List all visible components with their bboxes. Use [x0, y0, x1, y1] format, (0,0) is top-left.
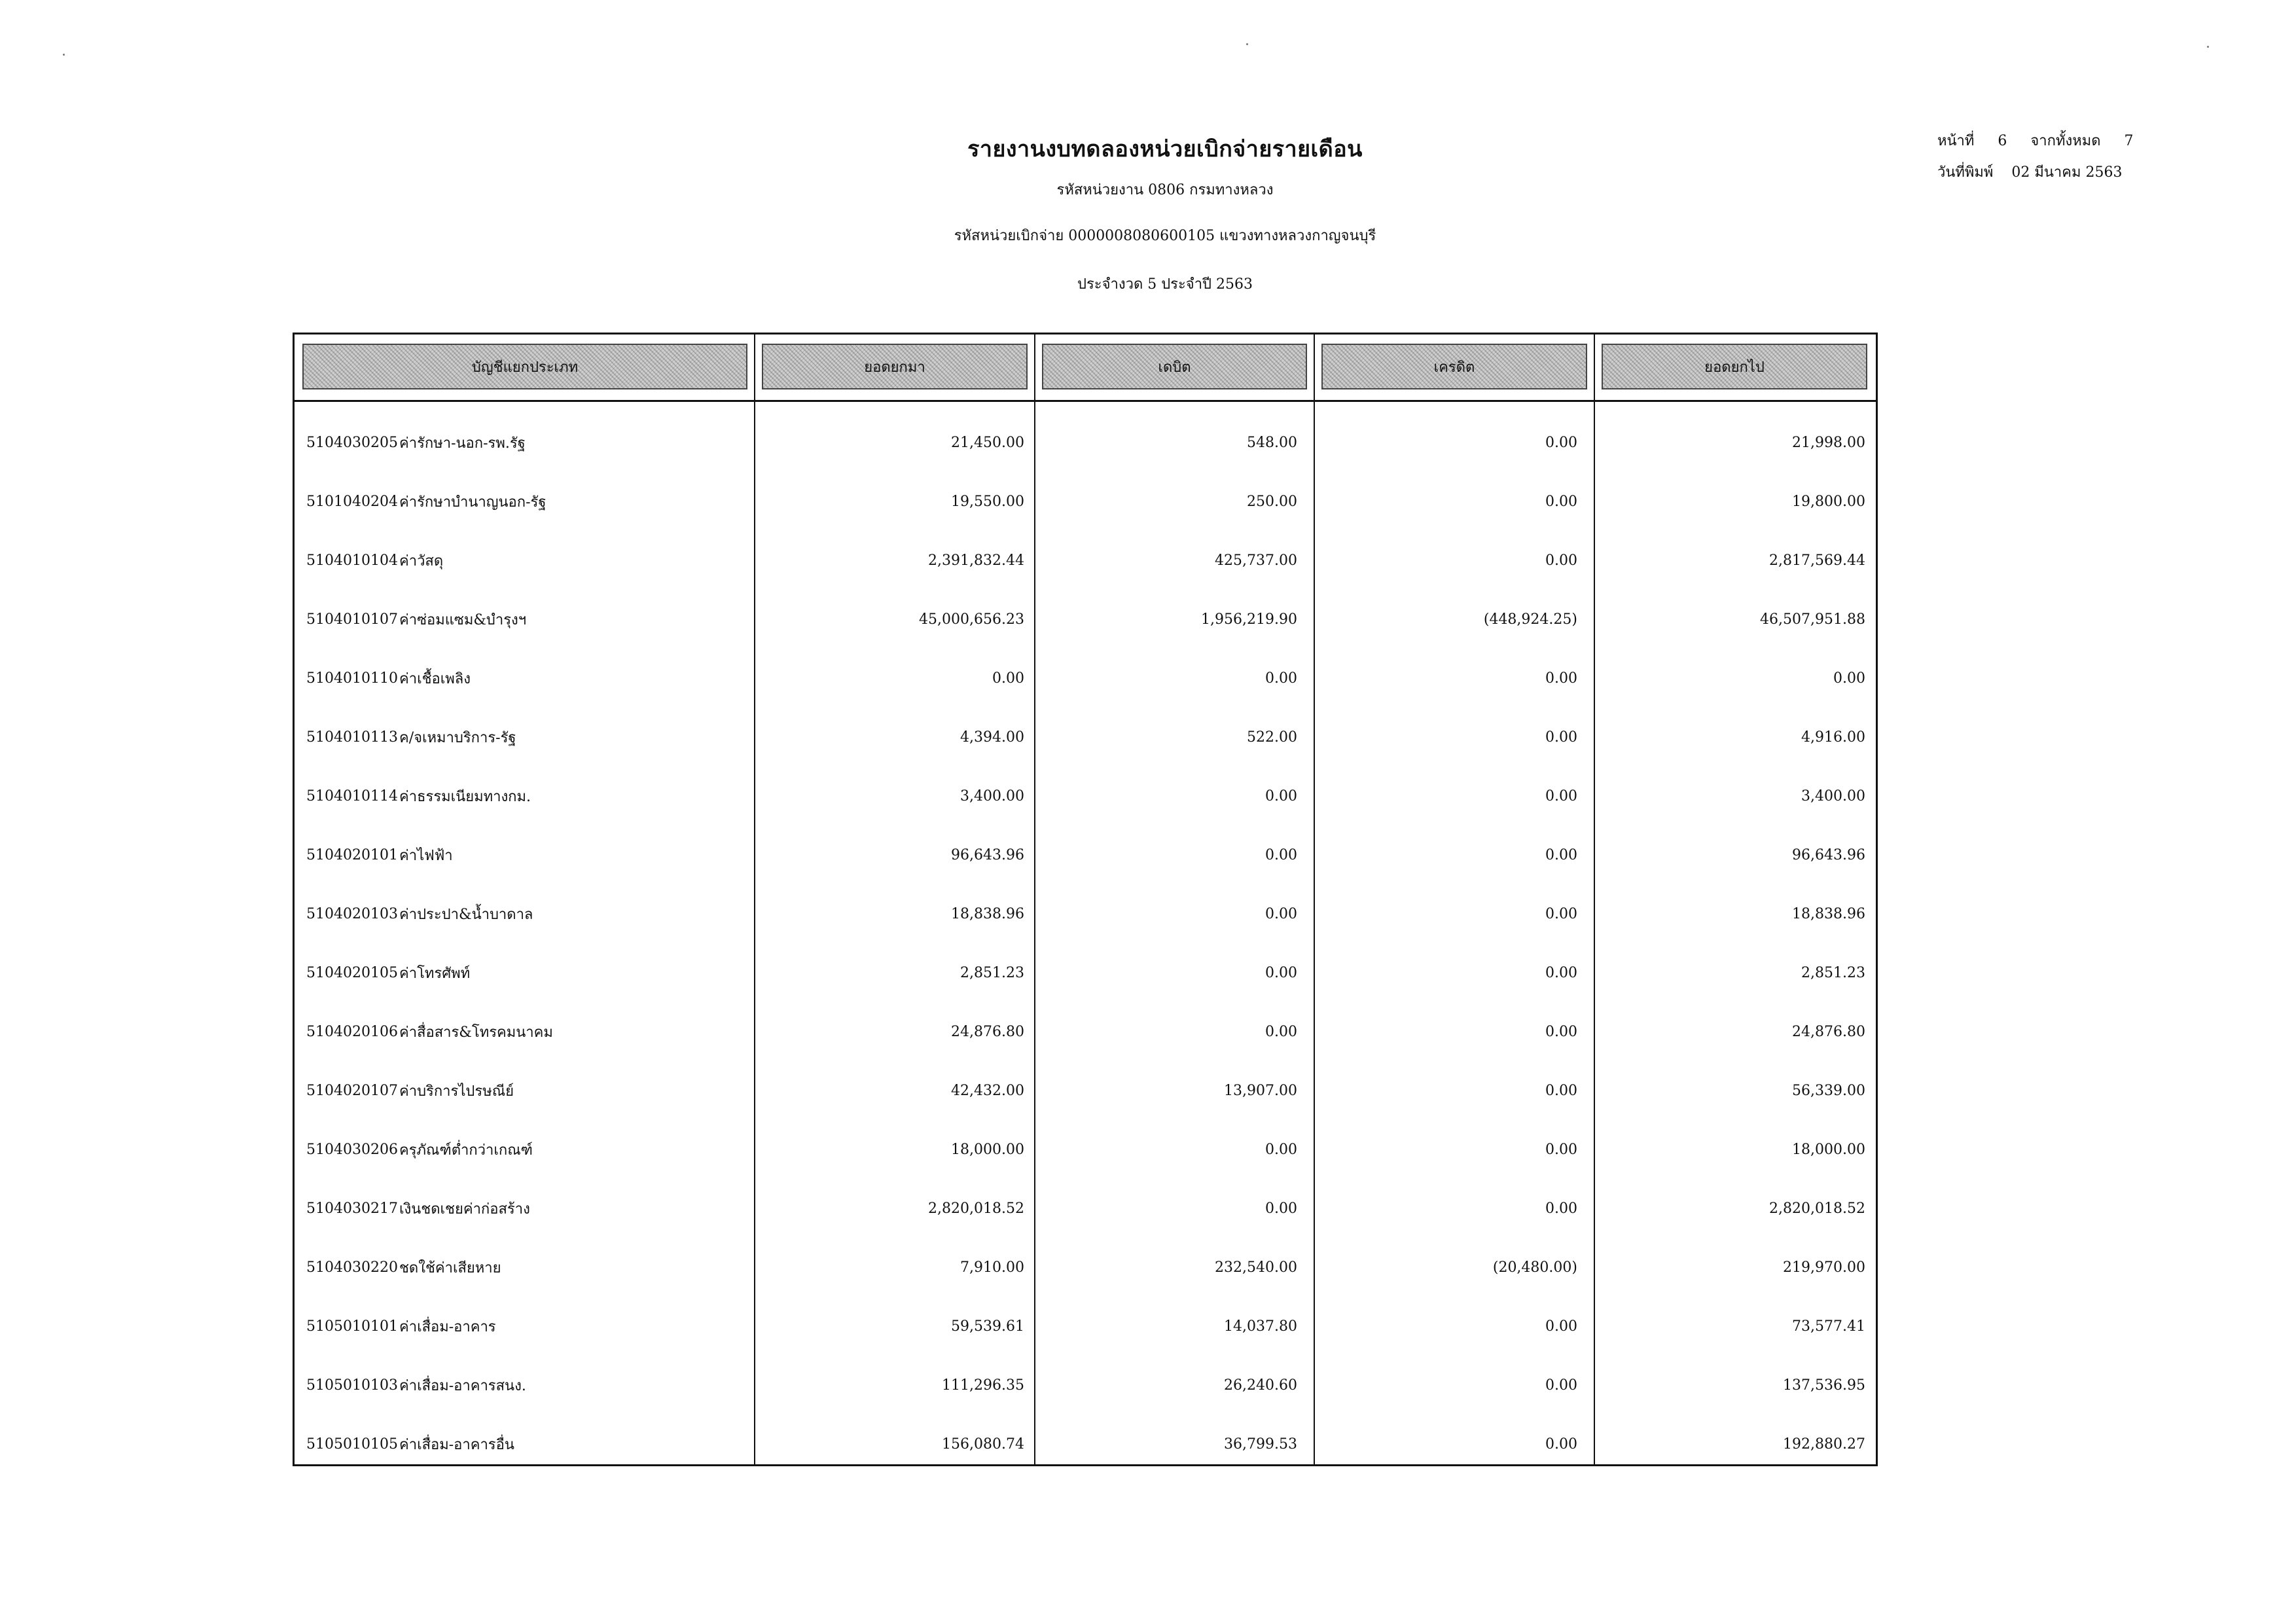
debit-amount: 0.00 [1265, 1200, 1297, 1217]
brought-forward-amount: 111,296.35 [942, 1377, 1024, 1394]
credit-amount: 0.00 [1545, 787, 1577, 804]
account-name: ชดใช้ค่าเสียหาย [399, 1259, 501, 1276]
credit-amount: 0.00 [1545, 846, 1577, 863]
scan-speck [1246, 43, 1248, 45]
credit-amount: 0.00 [1545, 729, 1577, 746]
carried-forward-amount: 73,577.41 [1792, 1318, 1865, 1335]
table-row [295, 1179, 1876, 1238]
carried-forward-amount: 3,400.00 [1801, 787, 1865, 804]
trial-balance-table [293, 333, 1878, 1466]
table-row [295, 1356, 1876, 1415]
table-row [295, 531, 1876, 590]
table-row [295, 590, 1876, 649]
table-row [295, 472, 1876, 531]
table-row [295, 943, 1876, 1002]
account-name: ค่าเสื่อม-อาคาร [399, 1318, 496, 1335]
debit-amount: 36,799.53 [1224, 1435, 1297, 1453]
agency-line: รหัสหน่วยงาน 0806 กรมทางหลวง [1056, 182, 1274, 198]
debit-amount: 1,956,219.90 [1201, 611, 1297, 628]
account-code: 5104020106 [306, 1023, 398, 1040]
brought-forward-amount: 96,643.96 [951, 846, 1024, 863]
account-name: ค่ารักษา-นอก-รพ.รัฐ [399, 435, 526, 452]
credit-amount: 0.00 [1545, 493, 1577, 510]
credit-amount: 0.00 [1545, 552, 1577, 569]
account-code: 5104030205 [306, 434, 398, 451]
carried-forward-amount: 0.00 [1833, 670, 1865, 687]
account-name: ครุภัณฑ์ต่ำกว่าเกณฑ์ [399, 1142, 533, 1159]
brought-forward-amount: 2,851.23 [960, 964, 1024, 981]
credit-amount: 0.00 [1545, 964, 1577, 981]
account-code: 5105010101 [306, 1318, 398, 1335]
brought-forward-amount: 2,820,018.52 [928, 1200, 1024, 1217]
debit-amount: 0.00 [1265, 905, 1297, 922]
debit-amount: 26,240.60 [1224, 1377, 1297, 1394]
brought-forward-amount: 19,550.00 [951, 493, 1024, 510]
account-code: 5104020107 [306, 1082, 398, 1099]
account-code: 5104020105 [306, 964, 398, 981]
credit-amount: (448,924.25) [1483, 611, 1577, 628]
account-code: 5105010105 [306, 1435, 398, 1453]
carried-forward-amount: 24,876.80 [1792, 1023, 1865, 1040]
account-name: ค่ารักษาบำนาญนอก-รัฐ [399, 494, 547, 511]
account-name: ค่าซ่อมแซม&บำรุงฯ [399, 611, 527, 628]
credit-amount: 0.00 [1545, 1200, 1577, 1217]
table-row [295, 413, 1876, 472]
brought-forward-amount: 45,000,656.23 [919, 611, 1024, 628]
brought-forward-amount: 2,391,832.44 [928, 552, 1024, 569]
carried-forward-amount: 4,916.00 [1801, 729, 1865, 746]
table-row [295, 1120, 1876, 1179]
account-name: ค่าบริการไปรษณีย์ [399, 1083, 514, 1100]
table-row [295, 1061, 1876, 1120]
brought-forward-amount: 4,394.00 [960, 729, 1024, 746]
column-header-debit: เดบิต [1042, 344, 1307, 389]
brought-forward-amount: 18,000.00 [951, 1141, 1024, 1158]
header-divider [295, 400, 1876, 402]
carried-forward-amount: 96,643.96 [1792, 846, 1865, 863]
credit-amount: 0.00 [1545, 1023, 1577, 1040]
table-row [295, 708, 1876, 767]
debit-amount: 0.00 [1265, 846, 1297, 863]
print-date-row [1937, 157, 2139, 189]
account-name: ค่าโทรศัพท์ [399, 965, 471, 982]
debit-amount: 0.00 [1265, 787, 1297, 804]
debit-amount: 250.00 [1247, 493, 1297, 510]
account-name: ค่าเสื่อม-อาคารอื่น [399, 1436, 514, 1453]
page-label: หน้าที่ [1937, 133, 1975, 149]
account-name: ค่าประปา&น้ำบาดาล [399, 906, 533, 923]
brought-forward-amount: 0.00 [992, 670, 1024, 687]
total-pages: 7 [2124, 133, 2134, 149]
brought-forward-amount: 42,432.00 [951, 1082, 1024, 1099]
table-row [295, 1002, 1876, 1061]
debit-amount: 14,037.80 [1224, 1318, 1297, 1335]
brought-forward-amount: 59,539.61 [951, 1318, 1024, 1335]
credit-amount: 0.00 [1545, 905, 1577, 922]
carried-forward-amount: 137,536.95 [1783, 1377, 1865, 1394]
debit-amount: 0.00 [1265, 1141, 1297, 1158]
total-label: จากทั้งหมด [2030, 133, 2101, 149]
carried-forward-amount: 2,851.23 [1801, 964, 1865, 981]
account-code: 5104010104 [306, 552, 398, 569]
account-code: 5104010110 [306, 670, 398, 687]
carried-forward-amount: 219,970.00 [1783, 1259, 1865, 1276]
page-number: 6 [1998, 133, 2007, 149]
account-name: ค/จเหมาบริการ-รัฐ [399, 729, 516, 746]
column-header-carried-forward: ยอดยกไป [1602, 344, 1867, 389]
page-info [1937, 126, 2139, 189]
brought-forward-amount: 18,838.96 [951, 905, 1024, 922]
page-number-row [1937, 126, 2139, 157]
credit-amount: 0.00 [1545, 1141, 1577, 1158]
account-code: 5104020103 [306, 905, 398, 922]
account-name: ค่าวัสดุ [399, 552, 444, 569]
table-row [295, 1415, 1876, 1473]
account-code: 5104020101 [306, 846, 398, 863]
scan-speck [63, 54, 65, 56]
account-code: 5104030217 [306, 1200, 398, 1217]
carried-forward-amount: 46,507,951.88 [1760, 611, 1865, 628]
credit-amount: 0.00 [1545, 670, 1577, 687]
carried-forward-amount: 18,838.96 [1792, 905, 1865, 922]
credit-amount: 0.00 [1545, 1377, 1577, 1394]
credit-amount: (20,480.00) [1492, 1259, 1577, 1276]
carried-forward-amount: 2,820,018.52 [1769, 1200, 1865, 1217]
table-row [295, 767, 1876, 825]
credit-amount: 0.00 [1545, 1435, 1577, 1453]
debit-amount: 548.00 [1247, 434, 1297, 451]
debit-amount: 0.00 [1265, 1023, 1297, 1040]
account-code: 5101040204 [306, 493, 398, 510]
carried-forward-amount: 21,998.00 [1792, 434, 1865, 451]
account-code: 5104010113 [306, 729, 398, 746]
column-header-account: บัญชีแยกประเภท [302, 344, 747, 389]
column-header-brought-forward: ยอดยกมา [762, 344, 1028, 389]
account-name: ค่าเชื้อเพลิง [399, 670, 471, 687]
carried-forward-amount: 19,800.00 [1792, 493, 1865, 510]
table-row [295, 825, 1876, 884]
credit-amount: 0.00 [1545, 1318, 1577, 1335]
account-code: 5105010103 [306, 1377, 398, 1394]
table-row [295, 1238, 1876, 1297]
debit-amount: 232,540.00 [1215, 1259, 1297, 1276]
account-code: 5104030220 [306, 1259, 398, 1276]
account-name: ค่าสื่อสาร&โทรคมนาคม [399, 1024, 553, 1041]
scan-speck [2207, 46, 2209, 48]
brought-forward-amount: 3,400.00 [960, 787, 1024, 804]
report-title: รายงานงบทดลองหน่วยเบิกจ่ายรายเดือน [967, 136, 1363, 162]
brought-forward-amount: 21,450.00 [951, 434, 1024, 451]
carried-forward-amount: 192,880.27 [1783, 1435, 1865, 1453]
debit-amount: 0.00 [1265, 670, 1297, 687]
brought-forward-amount: 24,876.80 [951, 1023, 1024, 1040]
table-row [295, 649, 1876, 708]
account-code: 5104030206 [306, 1141, 398, 1158]
brought-forward-amount: 7,910.00 [960, 1259, 1024, 1276]
carried-forward-amount: 2,817,569.44 [1769, 552, 1865, 569]
account-name: ค่าธรรมเนียมทางกม. [399, 788, 531, 805]
debit-amount: 13,907.00 [1224, 1082, 1297, 1099]
period-line: ประจำงวด 5 ประจำปี 2563 [1077, 276, 1253, 293]
disbursement-unit-line: รหัสหน่วยเบิกจ่าย 0000008080600105 แขวงทางหลวงกาญจนบุรี [954, 228, 1376, 244]
debit-amount: 425,737.00 [1215, 552, 1297, 569]
report-header [0, 0, 2296, 314]
print-date: 02 มีนาคม 2563 [2011, 164, 2123, 181]
credit-amount: 0.00 [1545, 1082, 1577, 1099]
account-code: 5104010114 [306, 787, 398, 804]
account-name: ค่าไฟฟ้า [399, 847, 453, 864]
debit-amount: 522.00 [1247, 729, 1297, 746]
brought-forward-amount: 156,080.74 [942, 1435, 1024, 1453]
column-header-credit: เครดิต [1321, 344, 1587, 389]
print-date-label: วันที่พิมพ์ [1937, 164, 1994, 181]
debit-amount: 0.00 [1265, 964, 1297, 981]
account-name: เงินชดเชยค่าก่อสร้าง [399, 1200, 530, 1218]
account-code: 5104010107 [306, 611, 398, 628]
table-row [295, 884, 1876, 943]
account-name: ค่าเสื่อม-อาคารสนง. [399, 1377, 526, 1394]
carried-forward-amount: 56,339.00 [1792, 1082, 1865, 1099]
credit-amount: 0.00 [1545, 434, 1577, 451]
table-row [295, 1297, 1876, 1356]
carried-forward-amount: 18,000.00 [1792, 1141, 1865, 1158]
